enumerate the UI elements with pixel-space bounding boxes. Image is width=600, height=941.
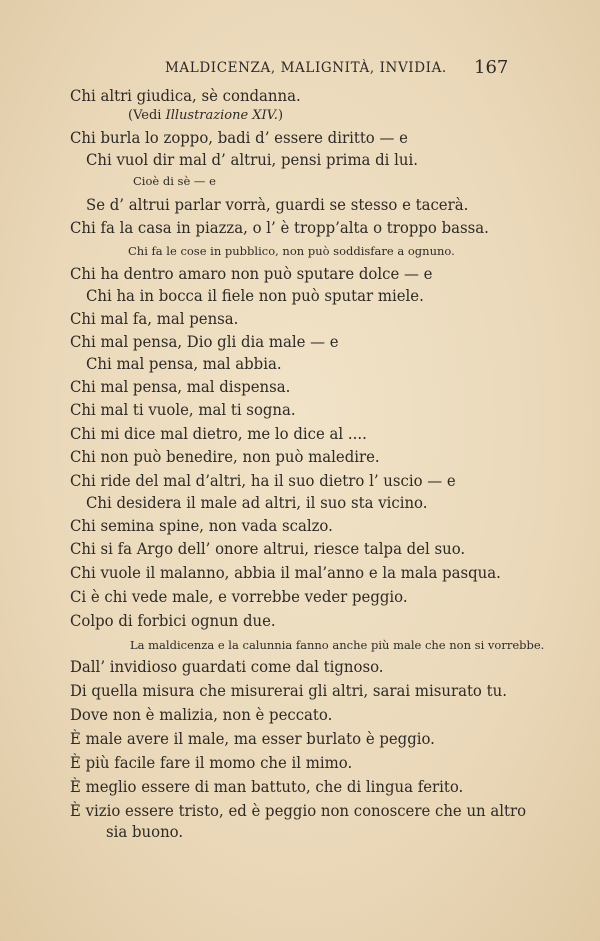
cross-reference-close: ) xyxy=(277,108,284,123)
page-number: 167 xyxy=(474,57,509,78)
proverb-line: sia buono. xyxy=(106,822,184,841)
proverb-line: È più facile fare il momo che il mimo. xyxy=(70,753,353,772)
proverb-line: È male avere il male, ma esser burlato è peggio. xyxy=(70,729,435,748)
proverb-line: Chi non può benedire, non può maledire. xyxy=(70,447,380,466)
proverb-line: Chi mal pensa, mal abbia. xyxy=(86,354,282,373)
proverb-line: Dove non è malizia, non è peccato. xyxy=(70,705,333,724)
proverb-line: Chi burla lo zoppo, badi d’ essere diritto — e xyxy=(70,128,408,147)
proverb-line: Chi mal pensa, Dio gli dia male — e xyxy=(70,332,339,351)
proverb-line: Se d’ altrui parlar vorrà, guardi se stesso e tacerà. xyxy=(86,195,469,214)
proverb-line: Chi vuol dir mal d’ altrui, pensi prima di lui. xyxy=(86,150,418,169)
running-title: MALDICENZA, MALIGNITÀ, INVIDIA. xyxy=(165,60,447,76)
proverb-line: È vizio essere tristo, ed è peggio non conoscere che un altro xyxy=(70,801,527,820)
cross-reference xyxy=(128,106,283,126)
gloss-line: Cioè di sè — e xyxy=(133,174,216,188)
proverb-line: Chi altri giudica, sè condanna. xyxy=(70,86,301,105)
proverb-line: Chi desidera il male ad altri, il suo sta vicino. xyxy=(86,493,428,512)
proverb-line: Chi ha in bocca il fiele non può sputar miele. xyxy=(86,286,424,305)
proverb-line: Chi vuole il malanno, abbia il mal’anno e la mala pasqua. xyxy=(70,563,501,582)
proverb-line: È meglio essere di man battuto, che di lingua ferito. xyxy=(70,777,464,796)
proverb-line: Chi semina spine, non vada scalzo. xyxy=(70,516,333,535)
proverb-line: Chi ha dentro amaro non può sputare dolce — e xyxy=(70,264,433,283)
cross-reference-text: (Vedi xyxy=(128,108,166,123)
gloss-line: Chi fa le cose in pubblico, non può soddisfare a ognuno. xyxy=(128,244,455,258)
proverb-line: Chi ride del mal d’altri, ha il suo dietro l’ uscio — e xyxy=(70,471,456,490)
proverb-line: Chi mi dice mal dietro, me lo dice al .... xyxy=(70,424,367,443)
proverb-line: Chi fa la casa in piazza, o l’ è tropp’alta o troppo bassa. xyxy=(70,218,489,237)
proverb-line: Ci è chi vede male, e vorrebbe veder peggio. xyxy=(70,587,408,606)
proverb-line: Colpo di forbici ognun due. xyxy=(70,611,276,630)
gloss-line: La maldicenza e la calunnia fanno anche più male che non si vorrebbe. xyxy=(130,638,545,652)
page-header xyxy=(0,57,600,82)
proverb-line: Dall’ invidioso guardati come dal tignoso. xyxy=(70,657,384,676)
proverb-line: Di quella misura che misurerai gli altri, sarai misurato tu. xyxy=(70,681,507,700)
proverb-line: Chi mal pensa, mal dispensa. xyxy=(70,377,291,396)
proverb-line: Chi mal fa, mal pensa. xyxy=(70,309,239,328)
cross-reference-title: Illustrazione XIV. xyxy=(165,108,278,123)
proverb-line: Chi si fa Argo dell’ onore altrui, riesce talpa del suo. xyxy=(70,539,466,558)
proverb-line: Chi mal ti vuole, mal ti sogna. xyxy=(70,400,296,419)
